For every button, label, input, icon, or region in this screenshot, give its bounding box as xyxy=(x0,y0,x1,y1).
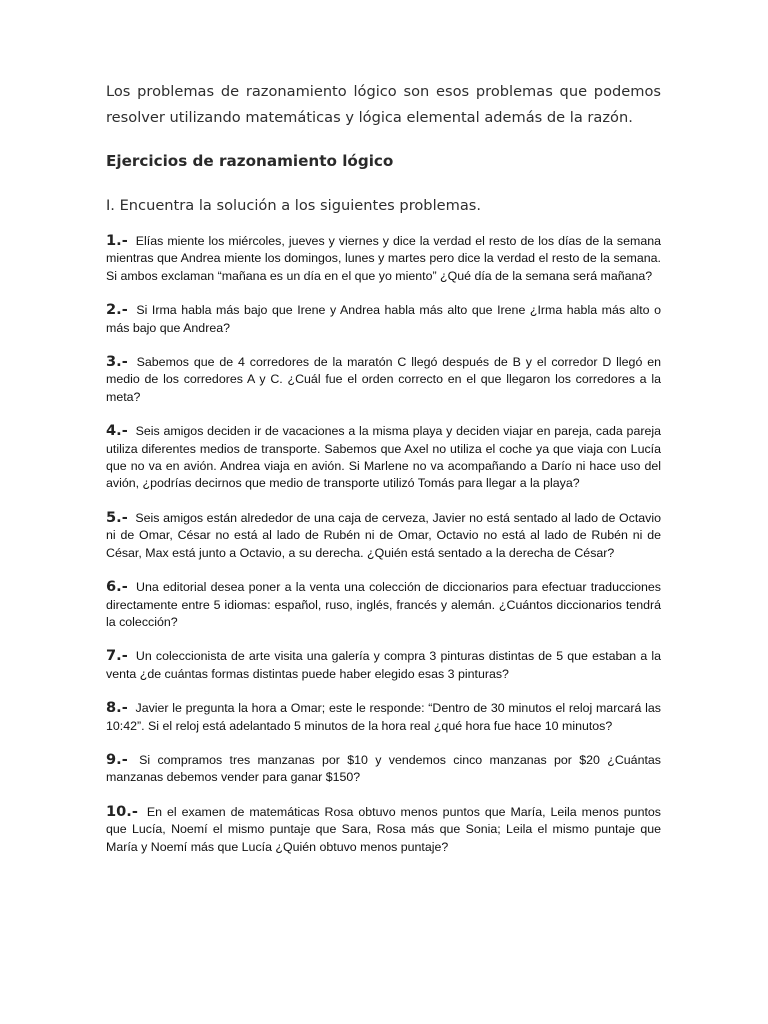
intro-paragraph: Los problemas de razonamiento lógico son esos problemas que podemos resolver utilizando matemáticas y lógica elemental además de la razón. xyxy=(106,83,661,126)
problem-list xyxy=(106,232,661,872)
section-heading: Ejercicios de razonamiento lógico xyxy=(106,152,394,170)
problem-text: Seis amigos deciden ir de vacaciones a la misma playa y deciden viajar en pareja, cada pareja utiliza diferentes medios de transporte. Sabemos que Axel no utiliza el coche ya que viaja con Lucía que no va en avión. Andrea viaja en avión. Si Marlene no va acompañando a Darío ni hace uso del avión, ¿podrías decirnos que medio de transporte utilizó Tomás para llegar a la playa? xyxy=(106,424,661,491)
problem-item xyxy=(106,699,661,735)
problem-text: Javier le pregunta la hora a Omar; este le responde: “Dentro de 30 minutos el reloj marcará las 10:42”. Si el reloj está adelantado 5 minutos de la hora real ¿qué hora fue hace 10 minutos? xyxy=(106,701,661,733)
problem-number: 7.- xyxy=(106,647,128,665)
problem-item xyxy=(106,232,661,285)
problem-text: Un coleccionista de arte visita una galería y compra 3 pinturas distintas de 5 que estaban a la venta ¿de cuántas formas distintas puede haber elegido esas 3 pinturas? xyxy=(106,649,661,681)
problem-number: 10.- xyxy=(106,802,138,820)
problem-item xyxy=(106,751,661,787)
instructions-heading: I. Encuentra la solución a los siguientes problemas. xyxy=(106,197,481,214)
problem-text: Sabemos que de 4 corredores de la maratón C llegó después de B y el corredor D llegó en medio de los corredores A y C. ¿Cuál fue el orden correcto en el que llegaron los corredores a la meta? xyxy=(106,355,661,404)
problem-number: 1.- xyxy=(106,232,128,249)
problem-number: 2.- xyxy=(106,301,128,319)
problem-number: 4.- xyxy=(106,422,128,440)
problem-item xyxy=(106,803,661,856)
problem-item xyxy=(106,422,661,493)
problem-item xyxy=(106,578,661,631)
problem-item xyxy=(106,509,661,562)
problem-text: Elías miente los miércoles, jueves y viernes y dice la verdad el resto de los días de la semana mientras que Andrea miente los domingos, lunes y martes pero dice la verdad el resto de la semana. Si ambos exclaman “mañana es un día en el que yo miento” ¿Qué día de la semana será mañana? xyxy=(106,234,661,283)
problem-item xyxy=(106,353,661,406)
problem-text: Una editorial desea poner a la venta una colección de diccionarios para efectuar traducciones directamente entre 5 idiomas: español, ruso, inglés, francés y alemán. ¿Cuántos diccionarios tendrá la colección? xyxy=(106,580,661,629)
problem-item xyxy=(106,301,661,337)
problem-number: 9.- xyxy=(106,750,128,768)
problem-item xyxy=(106,647,661,683)
problem-text: Si Irma habla más bajo que Irene y Andrea habla más alto que Irene ¿Irma habla más alto o más bajo que Andrea? xyxy=(106,303,661,335)
problem-text: Seis amigos están alrededor de una caja de cerveza, Javier no está sentado al lado de Octavio ni de Omar, César no está al lado de Rubén ni de Omar, Octavio no está al lado de Rubén ni de César, Max está junto a Octavio, a su derecha. ¿Quién está sentado a la derecha de César? xyxy=(106,510,661,560)
problem-text: En el examen de matemáticas Rosa obtuvo menos puntos que María, Leila menos puntos que Lucía, Noemí el mismo puntaje que Sara, Rosa más que Sonia; Leila el mismo puntaje que María y Noemí más que Lucía ¿Quién obtuvo menos puntaje? xyxy=(106,804,661,854)
problem-number: 3.- xyxy=(106,353,128,371)
problem-number: 6.- xyxy=(106,578,128,596)
problem-text: Si compramos tres manzanas por $10 y vendemos cinco manzanas por $20 ¿Cuántas manzanas debemos vender para ganar $150? xyxy=(106,752,661,785)
problem-number: 8.- xyxy=(106,699,128,717)
problem-number: 5.- xyxy=(106,508,128,526)
